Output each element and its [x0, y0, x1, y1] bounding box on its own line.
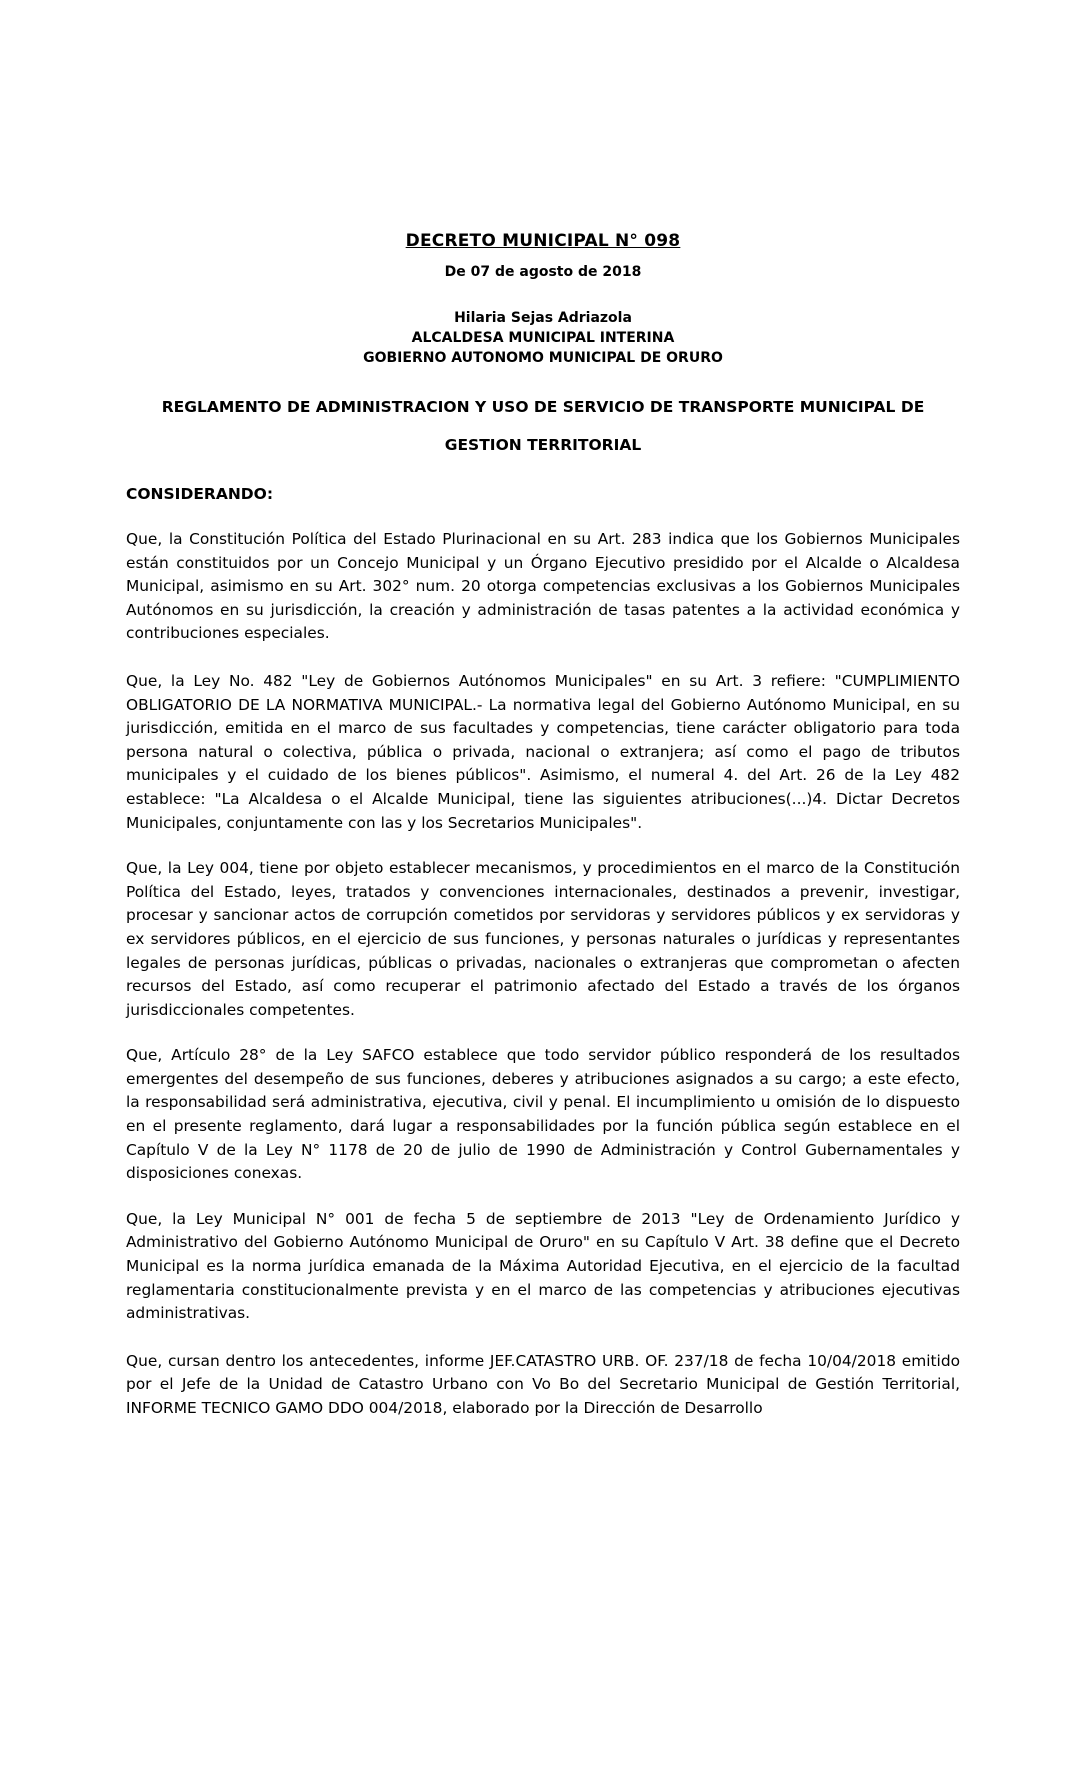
document-header	[126, 228, 960, 368]
paragraph-ley-004: Que, la Ley 004, tiene por objeto establecer mecanismos, y procedimientos en el marco de la Constitución Política del Estado, leyes, tratados y convenciones internacionales, destinados a prevenir, investigar, procesar y sancionar actos de corrupción cometidos por servidoras y servidores públicos y ex servidoras y ex servidores públicos, en el ejercicio de sus funciones, y personas naturales o jurídicas y representantes legales de personas jurídicas, públicas o privadas, nacionales o extranjeras que comprometan o afecten recursos del Estado, así como recuperar el patrimonio afectado del Estado a través de los órganos jurisdiccionales competentes.	[126, 859, 960, 1019]
paragraph-ley-482: Que, la Ley No. 482 "Ley de Gobiernos Autónomos Municipales" en su Art. 3 refiere: "CUMPLIMIENTO OBLIGATORIO DE LA NORMATIVA MUNICIPAL.- La normativa legal del Gobierno Autónomo Municipal, en su jurisdicción, emitida en el marco de sus facultades y competencias, tiene carácter obligatorio para toda persona natural o colectiva, pública o privada, nacional o extranjera; así como el pago de tributos municipales y el cuidado de los bienes públicos". Asimismo, el numeral 4. del Art. 26 de la Ley 482 establece: "La Alcaldesa o el Alcalde Municipal, tiene las siguientes atribuciones(...)4. Dictar Decretos Municipales, conjuntamente con las y los Secretarios Municipales".	[126, 671, 960, 832]
document-page	[126, 228, 960, 1421]
paragraph-ley-safco: Que, Artículo 28° de la Ley SAFCO establece que todo servidor público responderá de los resultados emergentes del desempeño de sus funciones, deberes y atribuciones asignados a su cargo; a este efecto, la responsabilidad será administrativa, ejecutiva, civil y penal. El incumplimiento u omisión de lo dispuesto en el presente reglamento, dará lugar a responsabilidades por la función pública según establece en el Capítulo V de la Ley N° 1178 de 20 de julio de 1990 de Administración y Control Gubernamentales y disposiciones conexas.	[126, 1046, 960, 1183]
paragraph-constitution: Que, la Constitución Política del Estado Plurinacional en su Art. 283 indica que los Gobiernos Municipales están constituidos por un Concejo Municipal y un Órgano Ejecutivo presidido por el Alcalde o Alcaldesa Municipal, asimismo en su Art. 302° num. 20 otorga competencias exclusivas a los Gobiernos Municipales Autónomos en su jurisdicción, la creación y administración de tasas patentes a la actividad económica y contribuciones especiales.	[126, 530, 960, 643]
authority-block	[126, 308, 960, 368]
decree-date: De 07 de agosto de 2018	[444, 264, 642, 280]
authority-organization: GOBIERNO AUTONOMO MUNICIPAL DE ORURO	[363, 350, 723, 366]
authority-name: Hilaria Sejas Adriazola	[454, 310, 632, 326]
paragraph-ley-municipal-001: Que, la Ley Municipal N° 001 de fecha 5 de septiembre de 2013 "Ley de Ordenamiento Jurídico y Administrativo del Gobierno Autónomo Municipal de Oruro" en su Capítulo V Art. 38 define que el Decreto Municipal es la norma jurídica emanada de la Máxima Autoridad Ejecutiva, en el ejercicio de la facultad reglamentaria constitucionalmente prevista y en el marco de las competencias y atribuciones ejecutivas administrativas.	[126, 1209, 960, 1323]
decree-title: DECRETO MUNICIPAL N° 098	[405, 231, 681, 251]
paragraph-antecedentes: Que, cursan dentro los antecedentes, informe JEF.CATASTRO URB. OF. 237/18 de fecha 10/04/2018 emitido por el Jefe de la Unidad de Catastro Urbano con Vo Bo del Secretario Municipal de Gestión Territorial, INFORME TECNICO GAMO DDO 004/2018, elaborado por la Dirección de Desarrollo	[126, 1351, 960, 1417]
decree-subject: REGLAMENTO DE ADMINISTRACION Y USO DE SERVICIO DE TRANSPORTE MUNICIPAL DE GESTION TERRITORIAL	[161, 398, 925, 454]
section-heading-considerando: CONSIDERANDO:	[126, 485, 274, 503]
authority-role: ALCALDESA MUNICIPAL INTERINA	[411, 330, 675, 346]
